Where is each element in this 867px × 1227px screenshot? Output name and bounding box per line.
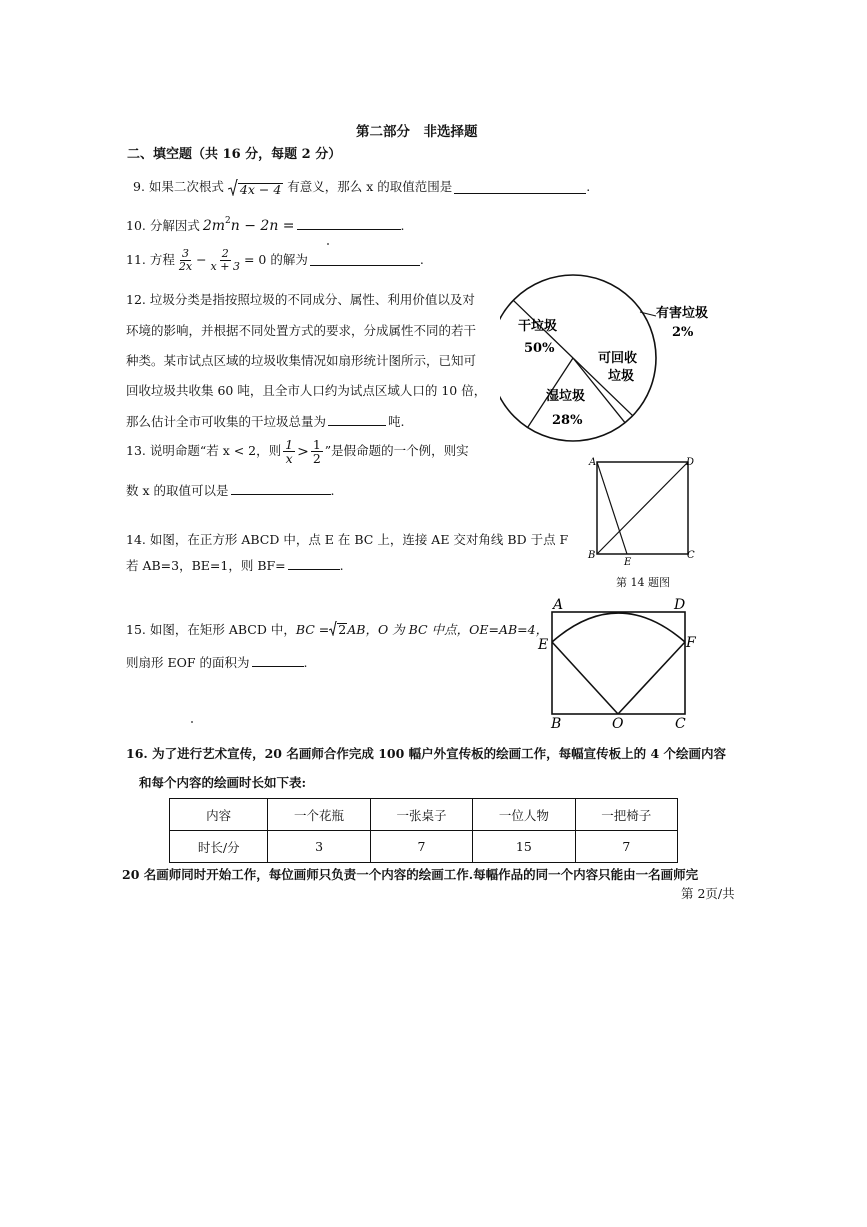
q15-line1-a: 15. 如图，在矩形 ABCD 中， [126,621,296,637]
q10-prefix: 10. 分解因式 [126,218,200,233]
q13-suffix: ”是假命题的一个例，则实 [324,443,469,459]
diagonal-bd [597,462,688,554]
question-15-line-2 [126,655,307,670]
part-title: 第二部分 非选择题 [356,124,478,140]
question-14-line-2 [126,558,344,573]
segment-ae [597,462,627,554]
segment-oe [552,642,618,714]
question-12-line-2: 环境的影响，并根据不同处置方式的要求，分成属性不同的若干 [126,323,477,338]
question-13 [126,438,469,465]
q9-answer-blank[interactable] [454,182,586,194]
q12-last-suffix: 吨. [388,414,405,429]
question-15-line-1 [126,621,548,636]
table-header-cell: 一个花瓶 [268,799,370,831]
table-cell: 3 [268,831,370,863]
question-12-line-3: 种类。某市试点区域的垃圾收集情况如扇形统计图所示，已知可 [126,353,477,368]
table-row [170,831,678,863]
q13-fraction-1: $\frac{1}{x}$ [285,437,294,467]
question-9 [133,179,590,196]
question-12-line-5 [126,414,405,429]
q12-last-prefix: 那么估计全市可收集的干垃圾总量为 [126,414,327,429]
fig15-label-b: B [551,716,562,732]
q14-line2-prefix: 若 AB=3，BE=1，则 BF= [126,558,286,573]
fig15-label-a: A [553,597,564,613]
question-10 [126,218,405,233]
sqrt-sign-icon [329,621,337,636]
fig14-label-b: B [588,550,596,561]
table-header-cell: 一把椅子 [575,799,677,831]
pie-chart [500,272,730,448]
q13-gt: > [297,443,309,460]
q11-fraction-1: $\frac{3}{2x}$ [178,247,193,273]
question-14-line-1: 14. 如图，在正方形 ABCD 中，点 E 在 BC 上，连接 AE 交对角线 BD 于点 F [126,532,569,547]
q13-fraction-2: $\frac{1}{2}$ [312,437,321,467]
fig14-label-d: D [686,457,695,468]
q10-expr-b: n − 2n = [230,218,295,234]
table-header-cell: 一张桌子 [370,799,472,831]
question-16-line-2: 和每个内容的绘画时长如下表: [139,775,307,790]
q15-line1-b: AB，O 为 BC 中点，OE=AB=4， [347,621,549,637]
table-header-cell: 一位人物 [473,799,575,831]
page-number: 第 2页/共 [681,886,735,901]
q15-sqrt [329,621,347,636]
scan-speck [191,721,193,723]
q11-answer-blank[interactable] [310,254,420,266]
question-13-line-2 [126,483,334,498]
q10-expr-exp: 2 [225,216,231,226]
section-title: 二、填空题（共 16 分，每题 2 分） [127,147,342,162]
q13-prefix: 13. 说明命题“若 x < 2，则 [126,443,282,459]
question-16-line-3: 20 名画师同时开始工作，每位画师只负责一个内容的绘画工作.每幅作品的同一个内容只能由一名画师完 [122,867,699,882]
q14-end: . [339,558,344,573]
pie-label-dry: 干垃圾 [518,319,558,334]
q10-end: . [400,218,405,233]
question-12-line-1: 12. 垃圾分类是指按照垃圾的不同成分、属性、利用价值以及对 [126,292,475,307]
question-11 [126,248,424,272]
table-cell: 7 [575,831,677,863]
q9-suffix: 有意义，那么 x 的取值范围是 [287,179,453,195]
q13-end: . [330,483,335,498]
pie-value-hazardous: 2% [672,325,694,340]
q11-minus: − [196,251,207,267]
table-cell: 时长/分 [170,831,268,863]
pie-value-wet: 28% [552,413,583,428]
q12-answer-blank[interactable] [328,414,386,426]
pie-value-dry: 50% [524,341,555,356]
pie-label-hazardous: 有害垃圾 [656,306,709,321]
q10-expr-a: 2m [202,218,226,234]
q15-bc: BC = [295,621,330,637]
figure-14 [585,452,705,574]
figure-15 [535,596,707,732]
q13-line2: 数 x 的取值可以是 [126,483,229,498]
pie-slice-boundary [573,358,633,416]
fig14-label-a: A [589,457,597,468]
q15-answer-blank[interactable] [252,655,304,667]
fig15-label-f: F [686,635,696,651]
fig14-label-c: C [687,550,695,561]
q10-answer-blank[interactable] [297,218,401,230]
q9-radicand: 4x − 4 [239,181,282,197]
hazardous-leader-line [640,312,656,316]
table-header-cell: 内容 [170,799,268,831]
question-16-line-1: 16. 为了进行艺术宣传，20 名画师合作完成 100 幅户外宣传板的绘画工作，每幅宣传板上的 4 个绘画内容 [126,746,727,761]
q14-answer-blank[interactable] [288,558,340,570]
q11-prefix: 11. 方程 [126,251,175,267]
arc-ef [552,613,685,642]
fig15-label-c: C [675,716,686,732]
scan-speck [327,243,329,245]
pie-label-recyclable-1: 可回收 [598,351,638,366]
table-cell: 15 [473,831,575,863]
fig14-label-e: E [624,557,632,568]
fig15-label-d: D [674,597,686,613]
pie-label-wet: 湿垃圾 [546,389,586,404]
table-header-row [170,799,678,831]
duration-table [169,798,678,863]
sqrt-sign-icon [228,179,238,196]
q11-eq: = 0 的解为 [243,251,308,267]
q15-line2-prefix: 则扇形 EOF 的面积为 [126,655,250,670]
segment-of [618,642,685,714]
table-cell: 7 [370,831,472,863]
q9-radical [228,179,283,196]
fig15-label-e: E [538,637,549,653]
fig15-label-o: O [612,716,624,732]
question-12-line-4: 回收垃圾共收集 60 吨，且全市人口约为试点区域人口的 10 倍， [126,383,487,398]
q9-end: . [586,179,591,195]
pie-label-recyclable-2: 垃圾 [608,369,635,384]
q11-end: . [419,251,424,267]
q15-end: . [303,655,308,670]
figure-14-caption: 第 14 题图 [616,576,670,589]
q15-sqrt-arg: 2 [338,621,347,637]
q13-answer-blank[interactable] [231,483,331,495]
q11-fraction-2: $\frac{2}{x + 3}$ [210,247,240,273]
q9-prefix: 9. 如果二次根式 [133,179,224,195]
